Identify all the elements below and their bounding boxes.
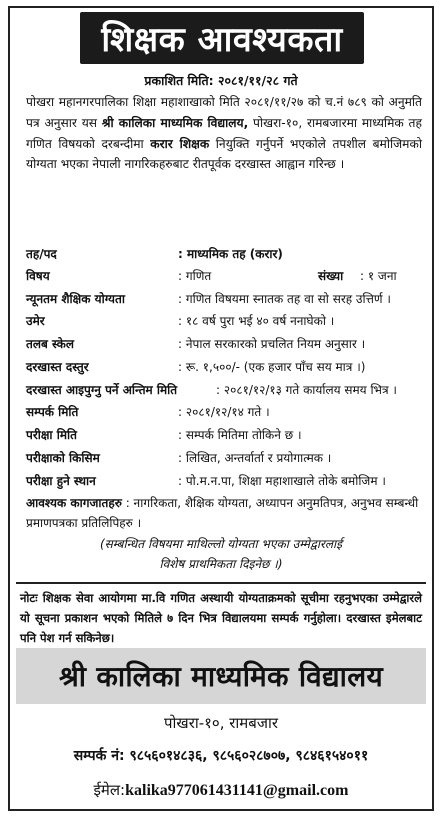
detail-row-exam-date	[26, 424, 424, 444]
age-label: उमेर	[26, 313, 45, 328]
qualification-label: न्यूनतम शैक्षिक योग्यता	[26, 291, 125, 306]
footer-address: पोखरा-१०, रामबजार	[164, 714, 278, 732]
footer-school-name: श्री कालिका माध्यमिक विद्यालय	[16, 648, 426, 704]
intro-text-c: नियुक्ति गर्नुपर्ने भएकोले तपशील बमोजिमको योग्यता भएका नेपाली नागरिकहरुबाट रीतपूर्वक दरखास्त आह्वान गरिन्छ ।	[26, 136, 422, 172]
salary-label: तलब स्केल	[26, 336, 75, 351]
published-date: प्रकाशित मिति: २०८१/११/२८ गते	[144, 73, 298, 88]
page-title: शिक्षक आवश्यकता	[80, 12, 364, 64]
exam-type-label: परीक्षाको किसिम	[26, 450, 100, 465]
priority-note-line2: विशेष प्राथमिकता दिइनेछ ।)	[159, 557, 283, 571]
fee-label: दरखास्त दस्तुर	[26, 359, 89, 374]
intro-text-a: पोखरा महानगरपालिका शिक्षा महाशाखाको मिति २०८१/११/२७ को च.नं ७८९ को अनुमति पत्र अनुसार यस	[26, 95, 422, 130]
deadline-label: दरखास्त आइपुग्नु पर्ने अन्तिम मिति	[26, 382, 178, 397]
priority-note-line1: (सम्बन्धित विषयमा माथिल्लो योग्यता भएका उम्मेद्वारलाई	[99, 537, 343, 551]
exam-type-value: : लिखित, अन्तर्वार्ता र प्रयोगात्मक ।	[178, 450, 332, 465]
exam-place-value: : पो.म.न.पा, शिक्षा महाशाखाले तोके बमोजिम ।	[178, 473, 386, 488]
email-label: ईमेल:	[93, 781, 126, 799]
required-documents	[26, 493, 422, 533]
detail-row-exam-place	[26, 470, 424, 490]
detail-row-level	[26, 243, 424, 263]
docs-value: : नागरिकता, शैक्षिक योग्यता, अध्यापन अनुमतिपत्र, अनुभव सम्बन्धी प्रमाणपत्रका प्रतिलिपिहरु ।	[26, 496, 419, 530]
salary-value: : नेपाल सरकारको प्रचलित नियम अनुसार ।	[178, 336, 366, 351]
subject-value: : गणित	[178, 268, 212, 283]
count-label: संख्या	[318, 268, 344, 283]
count-value: : १ जना	[360, 268, 397, 283]
priority-note	[10, 534, 432, 574]
exam-date-value: : सम्पर्क मितिमा तोकिने छ ।	[178, 427, 302, 442]
email-address[interactable]: kalika977061431141@gmail.com	[125, 782, 349, 799]
deadline-value: : २०८१/१२/१३ गते कार्यालय समय भित्र ।	[216, 382, 397, 397]
detail-row-exam-type	[26, 447, 424, 467]
detail-row-fee	[26, 356, 424, 376]
age-value: : १८ वर्ष पुरा भई ४० वर्ष ननाघेको ।	[178, 313, 335, 328]
subject-label: विषय	[26, 268, 50, 283]
contact-date-label: सम्पर्क मिति	[26, 404, 79, 419]
detail-row-contact-date	[26, 401, 424, 421]
footer-email-line	[10, 780, 432, 800]
fee-value: : रू. १,५००/- (एक हजार पाँच सय मात्र ।)	[178, 359, 366, 374]
detail-row-subject	[26, 265, 424, 285]
detail-row-salary	[26, 333, 424, 353]
intro-paragraph	[26, 92, 422, 175]
contact-date-value: : २०८१/१२/१४ गते ।	[178, 404, 270, 419]
advertisement-frame	[8, 6, 434, 811]
footer-phones: सम्पर्क नं: ९८५६०१४८३६, ९८५६०२८७०७, ९८४६१५४०११	[73, 748, 369, 764]
detail-row-qualification	[26, 288, 424, 308]
exam-place-label: परीक्षा हुने स्थान	[26, 473, 96, 488]
intro-contract-teacher: करार शिक्षक	[150, 136, 210, 151]
detail-row-deadline	[26, 379, 424, 399]
qualification-value: : गणित विषयमा स्नातक तह वा सो सरह उत्तिर्ण ।	[178, 291, 391, 306]
level-label: तह/पद	[26, 246, 57, 261]
intro-text-b: पोखरा-१०, रामबजारमा माध्यमिक तह गणित विषयको दरबन्दीमा	[26, 115, 422, 151]
note-paragraph: नोटः शिक्षक सेवा आयोगमा मा.वि गणित अस्थायी योग्यताक्रमको सूचीमा रहनुभएका उम्मेद्वारले यो सूचना प्रकाशन भएको मितिले ७ दिन भित्र विद्यालयमा सम्पर्क गर्नुहोला। दरखास्त इमेलबाट पनि पेश गर्न सकिनेछ।	[20, 591, 422, 645]
intro-school-name: श्री कालिका माध्यमिक विद्यालय,	[101, 115, 249, 130]
exam-date-label: परीक्षा मिति	[26, 427, 77, 442]
detail-row-age	[26, 310, 424, 330]
level-value: : माध्यमिक तह (करार)	[178, 246, 283, 261]
divider	[16, 582, 426, 584]
docs-label: आवश्यक कागजातहरु	[26, 496, 122, 510]
